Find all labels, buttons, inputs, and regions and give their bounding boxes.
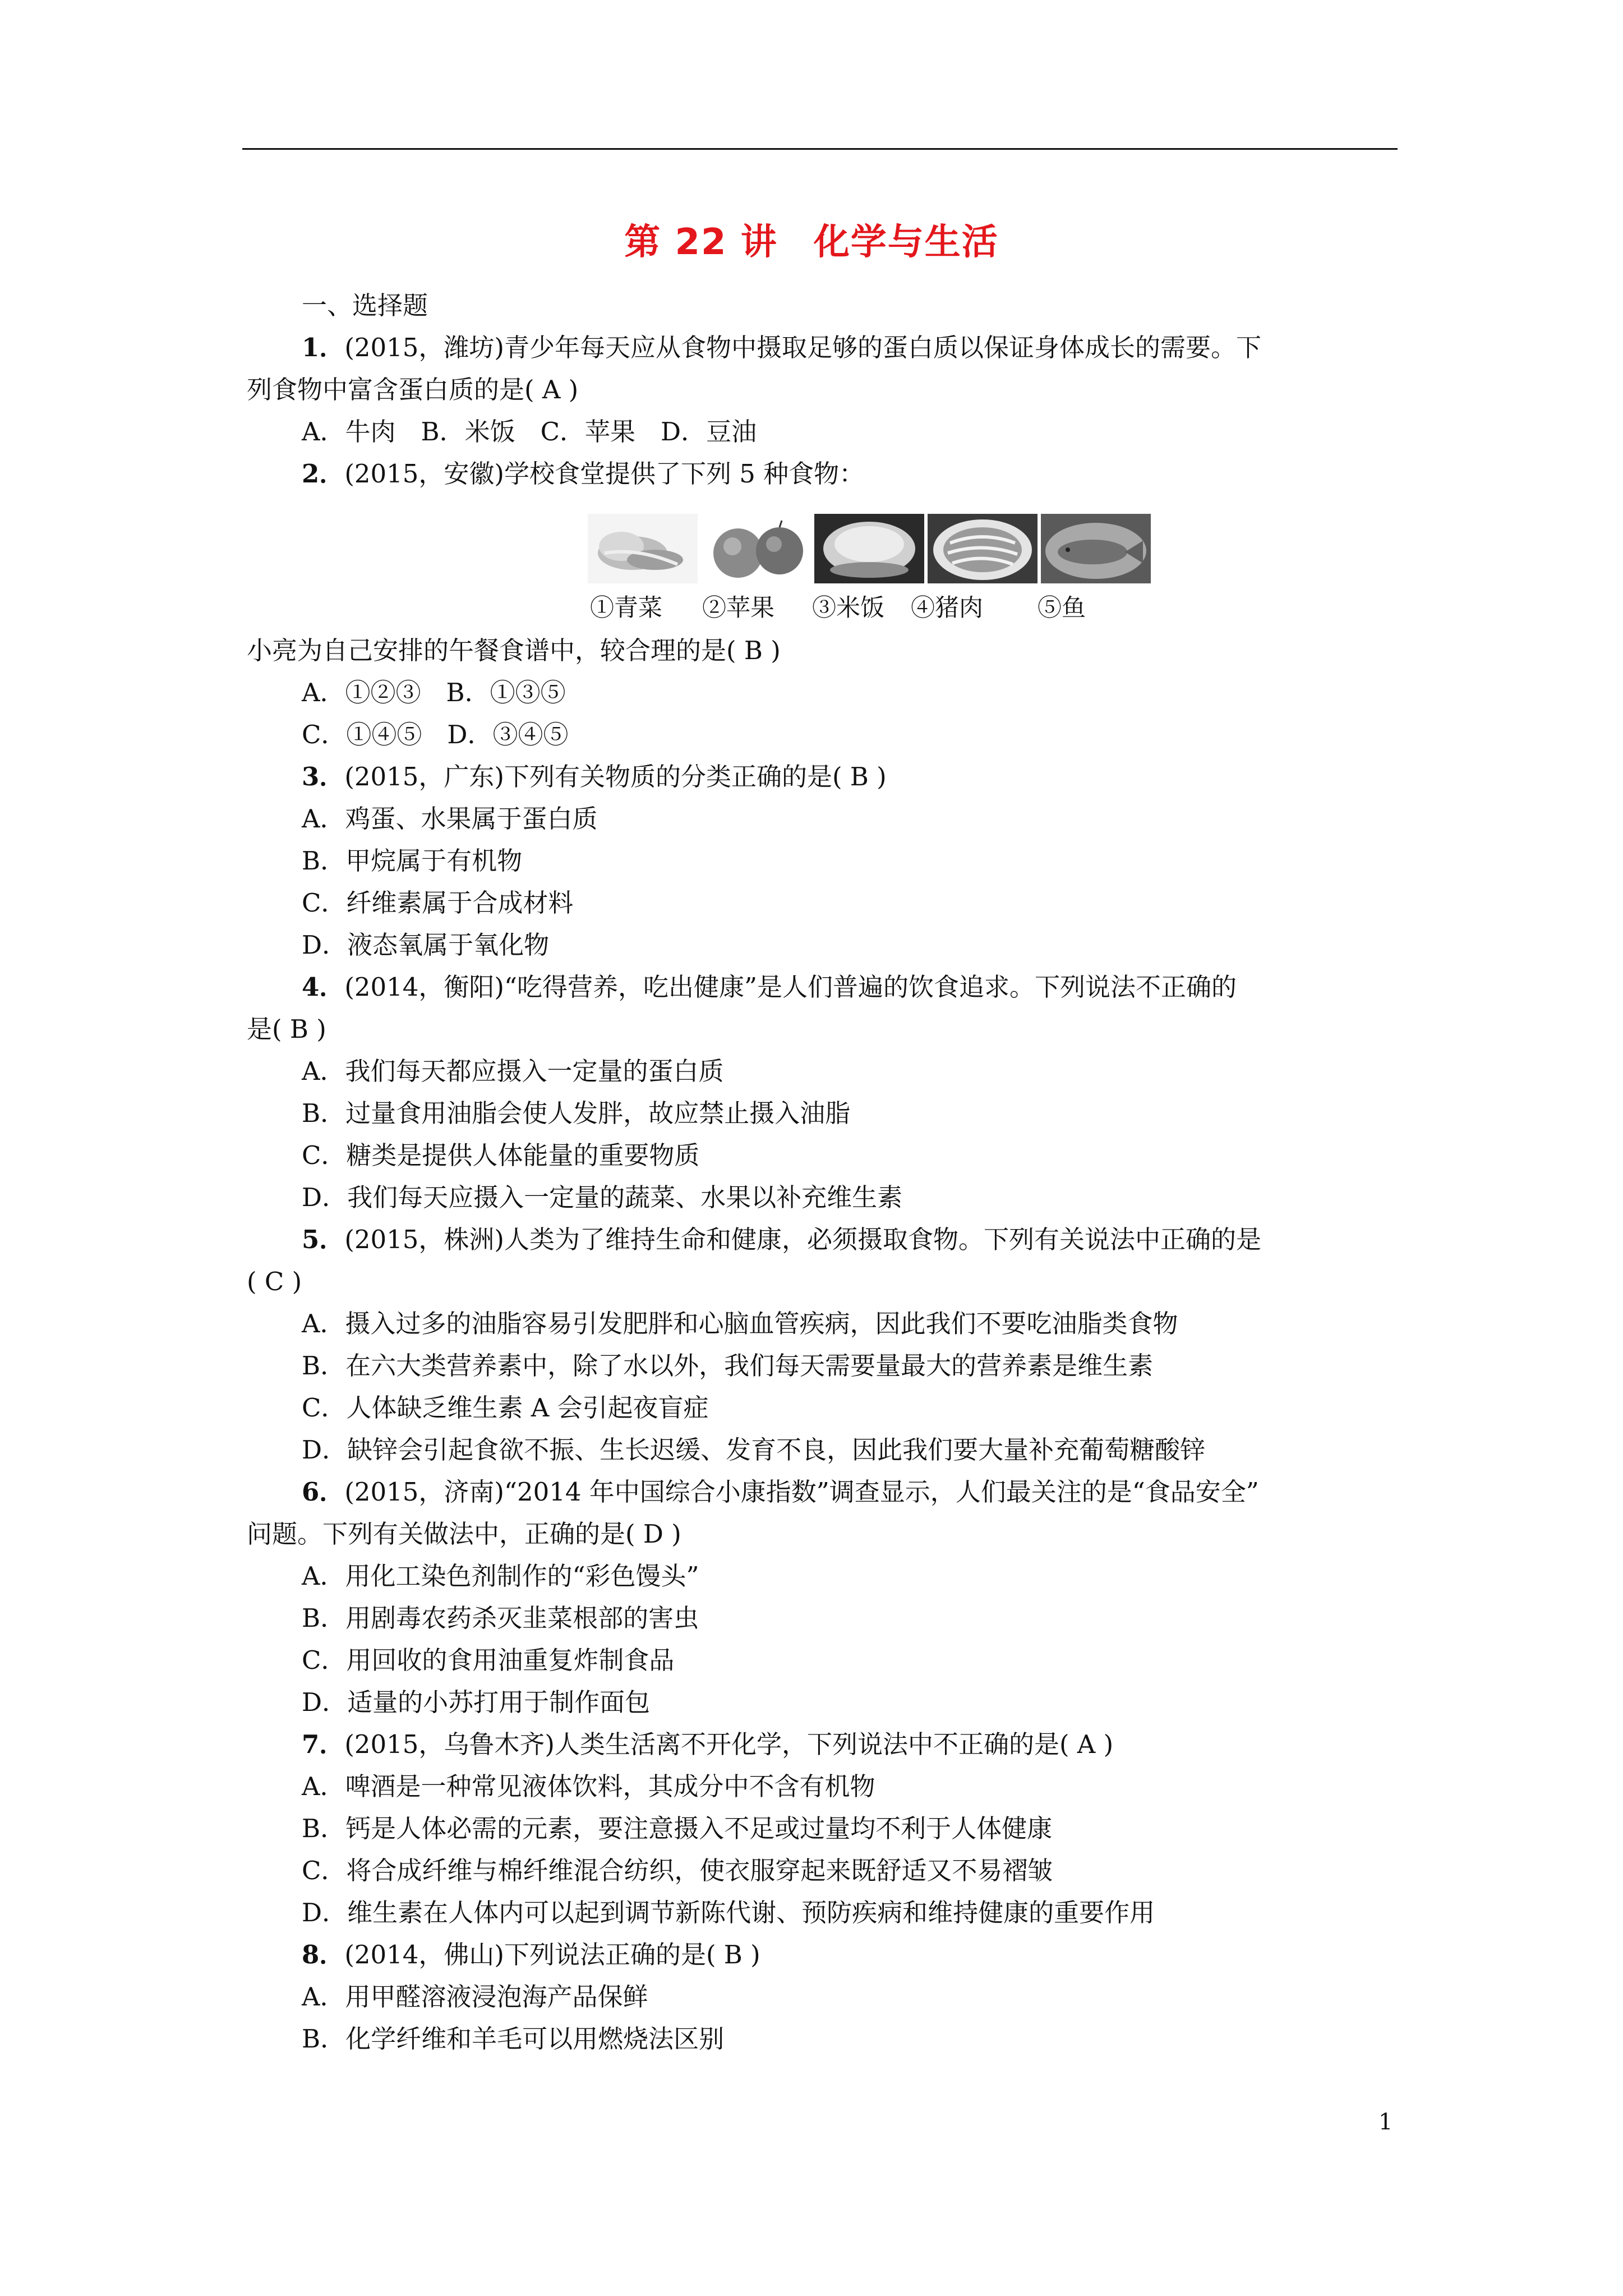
question-8-option-b: B．化学纤维和羊毛可以用燃烧法区别	[302, 2024, 725, 2054]
fish-image	[1041, 514, 1151, 583]
question-number: 7．	[302, 1729, 345, 1759]
caption-bok-choy: ①青菜	[590, 594, 662, 622]
question-number: 8．	[302, 1940, 345, 1970]
question-5-line1	[302, 1223, 1261, 1257]
question-1-options: A．牛肉 B．米饭 C．苹果 D．豆油	[302, 417, 757, 447]
question-4-option-c: C．糖类是提供人体能量的重要物质	[302, 1140, 700, 1170]
question-number: 1．	[302, 333, 345, 362]
food-images	[588, 514, 1151, 583]
question-5-line2: ( C )	[247, 1267, 302, 1296]
question-text: (2015，广东)下列有关物质的分类正确的是( B )	[344, 762, 887, 792]
page-title	[0, 213, 1623, 265]
question-4-line1	[302, 970, 1237, 1004]
question-4-option-a: A．我们每天都应摄入一定量的蛋白质	[302, 1056, 724, 1086]
question-6-option-d: D．适量的小苏打用于制作面包	[302, 1687, 651, 1717]
question-2-line2: 小亮为自己安排的午餐食谱中，较合理的是( B )	[247, 636, 781, 665]
question-text: (2015，潍坊)青少年每天应从食物中摄取足够的蛋白质以保证身体成长的需要。下	[344, 333, 1261, 362]
question-8-line1	[302, 1938, 760, 1972]
question-number: 3．	[302, 762, 345, 792]
question-4-option-b: B．过量食用油脂会使人发胖，故应禁止摄入油脂	[302, 1098, 851, 1128]
question-text: (2014，佛山)下列说法正确的是( B )	[344, 1940, 760, 1970]
question-1-line1	[302, 331, 1261, 365]
question-6-option-a: A．用化工染色剂制作的“彩色馒头”	[302, 1561, 699, 1591]
apple-image	[701, 514, 811, 583]
caption-pork: ④猪肉	[911, 594, 983, 622]
question-1-line2: 列食物中富含蛋白质的是( A )	[247, 375, 579, 404]
question-number: 2．	[302, 459, 345, 489]
question-5-option-a: A．摄入过多的油脂容易引发肥胖和心脑血管疾病，因此我们不要吃油脂类食物	[302, 1309, 1178, 1338]
title-lecture-number: 第 22 讲	[624, 222, 778, 263]
question-2-options-1: A．①②③ B．①③⑤	[302, 678, 566, 707]
food-captions	[588, 589, 1149, 623]
question-3-option-a: A．鸡蛋、水果属于蛋白质	[302, 804, 598, 834]
question-6-line1	[302, 1475, 1259, 1509]
question-8-option-a: A．用甲醛溶液浸泡海产品保鲜	[302, 1982, 648, 2012]
header-rule	[242, 148, 1398, 150]
question-5-option-b: B．在六大类营养素中，除了水以外，我们每天需要量最大的营养素是维生素	[302, 1351, 1154, 1381]
question-text: (2014，衡阳)“吃得营养，吃出健康”是人们普遍的饮食追求。下列说法不正确的	[344, 972, 1237, 1002]
question-5-option-c: C．人体缺乏维生素 A 会引起夜盲症	[302, 1393, 709, 1423]
question-number: 5．	[302, 1225, 345, 1254]
question-3-option-d: D．液态氧属于氧化物	[302, 930, 550, 960]
question-number: 4．	[302, 972, 345, 1002]
question-7-option-c: C．将合成纤维与棉纤维混合纺织，使衣服穿起来既舒适又不易褶皱	[302, 1856, 1053, 1885]
question-text: (2015，安徽)学校食堂提供了下列 5 种食物：	[344, 459, 865, 489]
question-2-options-2: C．①④⑤ D．③④⑤	[302, 720, 569, 749]
caption-apple: ②苹果	[702, 594, 774, 622]
question-7-option-a: A．啤酒是一种常见液体饮料，其成分中不含有机物	[302, 1772, 875, 1801]
question-text: (2015，乌鲁木齐)人类生活离不开化学，下列说法中不正确的是( A )	[344, 1729, 1114, 1759]
question-text: (2015，株洲)人类为了维持生命和健康，必须摄取食物。下列有关说法中正确的是	[344, 1225, 1261, 1254]
question-6-line2: 问题。下列有关做法中，正确的是( D )	[247, 1519, 681, 1549]
question-7-line1	[302, 1728, 1113, 1761]
page-number: 1	[1378, 2109, 1393, 2135]
question-2-line1	[302, 457, 864, 491]
question-3-option-c: C．纤维素属于合成材料	[302, 888, 574, 918]
caption-rice: ③米饭	[812, 594, 884, 622]
question-number: 6．	[302, 1477, 345, 1507]
question-6-option-b: B．用剧毒农药杀灭韭菜根部的害虫	[302, 1603, 699, 1633]
question-5-option-d: D．缺锌会引起食欲不振、生长迟缓、发育不良，因此我们要大量补充葡萄糖酸锌	[302, 1435, 1206, 1465]
question-7-option-d: D．维生素在人体内可以起到调节新陈代谢、预防疾病和维持健康的重要作用	[302, 1898, 1155, 1927]
section-heading: 一、选择题	[302, 291, 428, 320]
pork-image	[928, 514, 1038, 583]
caption-fish: ⑤鱼	[1038, 594, 1086, 622]
question-4-line2: 是( B )	[247, 1014, 326, 1044]
question-6-option-c: C．用回收的食用油重复炸制食品	[302, 1645, 675, 1675]
bok-choy-image	[588, 514, 698, 583]
question-4-option-d: D．我们每天应摄入一定量的蔬菜、水果以补充维生素	[302, 1182, 903, 1212]
question-3-line1	[302, 760, 887, 794]
question-text: (2015，济南)“2014 年中国综合小康指数”调查显示，人们最关注的是“食品安全”	[344, 1477, 1259, 1507]
rice-image	[814, 514, 924, 583]
question-3-option-b: B．甲烷属于有机物	[302, 846, 523, 876]
question-7-option-b: B．钙是人体必需的元素，要注意摄入不足或过量均不利于人体健康	[302, 1814, 1053, 1843]
title-topic: 化学与生活	[813, 222, 999, 263]
